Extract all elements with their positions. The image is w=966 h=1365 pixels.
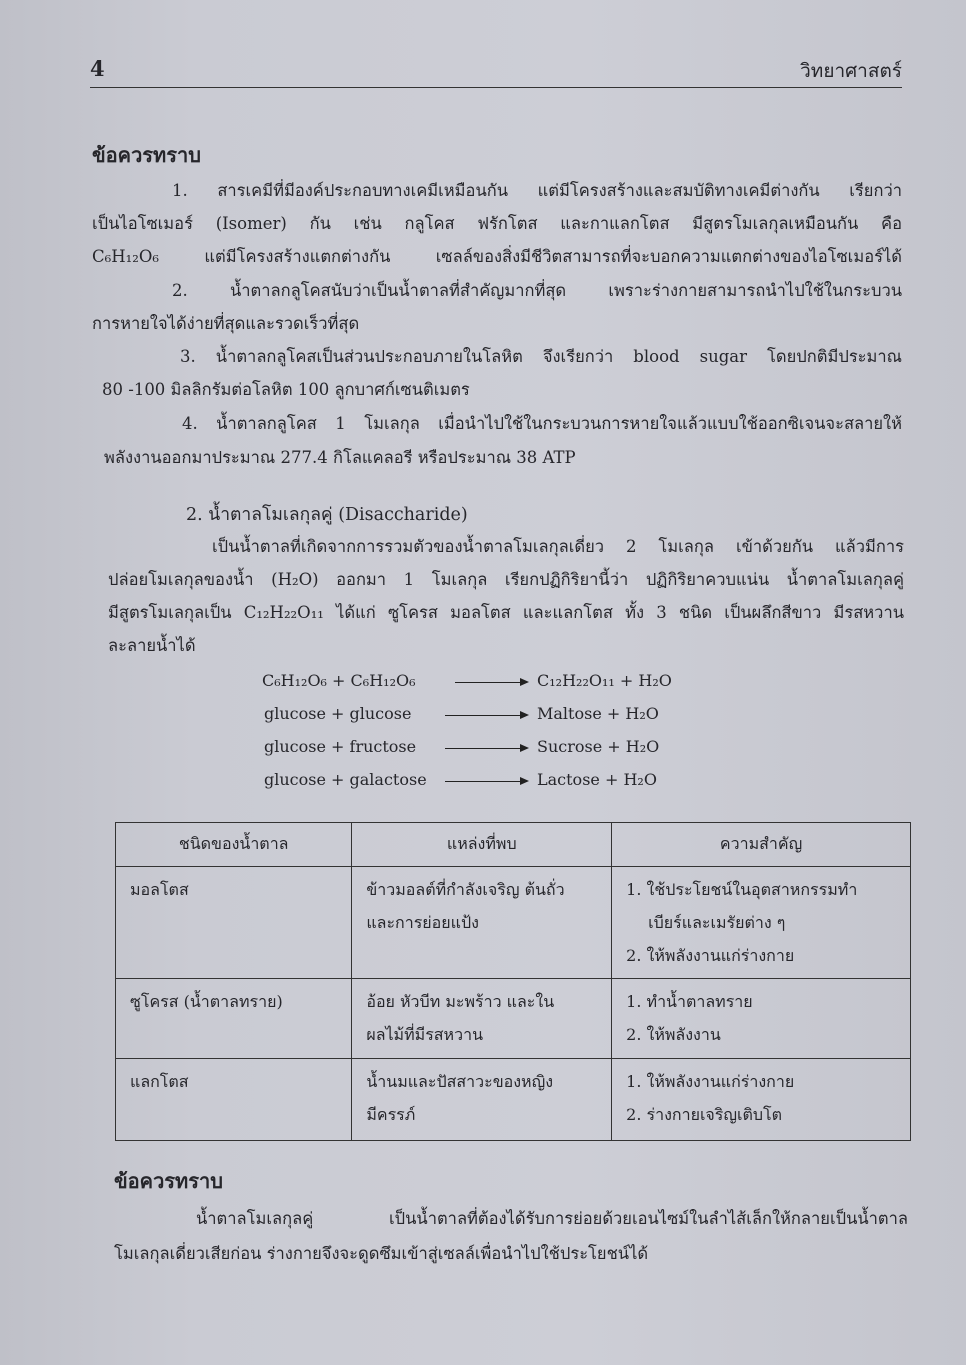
paragraph-line: 3. น้ำตาลกลูโคสเป็นส่วนประกอบภายในโลหิต จึงเรียกว่า blood sugar โดยปกติมีประมาณ <box>180 347 902 366</box>
paragraph-line: ละลายน้ำได้ <box>108 636 196 655</box>
equation-left: glucose + glucose <box>264 704 412 723</box>
importance-line: 2. ให้พลังงาน <box>626 1025 721 1044</box>
paragraph-line: โมเลกุลเดี่ยวเสียก่อน ร่างกายจึงจะดูดซึมเข้าสู่เซลล์เพื่อนำไปใช้ประโยชน์ได้ <box>114 1244 649 1263</box>
paragraph-line: C₆H₁₂O₆ แต่มีโครงสร้างแตกต่างกัน เซลล์ของสิ่งมีชีวิตสามารถที่จะบอกความแตกต่างของไอโซเมอร์ได้ <box>92 247 902 266</box>
paragraph-line: พลังงานออกมาประมาณ 277.4 กิโลแคลอรี หรือประมาณ 38 ATP <box>104 448 576 467</box>
disaccharide-table <box>115 822 911 1141</box>
arrow-icon <box>455 682 527 683</box>
page-number: 4 <box>90 56 105 81</box>
column-header: ชนิดของน้ำตาล <box>116 823 352 867</box>
sugar-type: ซูโครส (น้ำตาลทราย) <box>116 979 352 1059</box>
running-header: วิทยาศาสตร์ <box>800 60 902 82</box>
section-heading: ข้อควรทราบ <box>114 1169 223 1193</box>
source-line: และการย่อยแป้ง <box>366 913 479 932</box>
arrow-icon <box>445 781 527 782</box>
equation-right: Maltose + H₂O <box>537 704 659 723</box>
equation-right: Lactose + H₂O <box>537 770 657 789</box>
paragraph-line: น้ำตาลโมเลกุลคู่ เป็นน้ำตาลที่ต้องได้รับการย่อยด้วยเอนไซม์ในลำไส้เล็กให้กลายเป็นน้ำตาล <box>196 1209 908 1228</box>
paragraph-line: 2. น้ำตาลกลูโคสนับว่าเป็นน้ำตาลที่สำคัญมากที่สุด เพราะร่างกายสามารถนำไปใช้ในกระบวน <box>172 281 902 300</box>
paragraph-line: มีสูตรโมเลกุลเป็น C₁₂H₂₂O₁₁ ได้แก่ ซูโครส มอลโตส และแลกโตส ทั้ง 3 ชนิด เป็นผลึกสีขาว มีรสหวาน <box>108 603 904 622</box>
table-row <box>116 867 911 979</box>
section-heading: 2. น้ำตาลโมเลกุลคู่ (Disaccharide) <box>186 505 468 525</box>
source-line: อ้อย หัวบีท มะพร้าว และใน <box>366 992 555 1011</box>
sugar-type: มอลโตส <box>116 867 352 979</box>
paragraph-line: 4. น้ำตาลกลูโคส 1 โมเลกุล เมื่อนำไปใช้ในกระบวนการหายใจแล้วแบบใช้ออกซิเจนจะสลายให้ <box>182 414 902 433</box>
arrow-icon <box>445 715 527 716</box>
importance-line: 2. ร่างกายเจริญเติบโต <box>626 1105 783 1124</box>
source-line: ผลไม้ที่มีรสหวาน <box>366 1025 484 1044</box>
paragraph-line: เป็นไอโซเมอร์ (Isomer) กัน เช่น กลูโคส ฟรักโตส และกาแลกโตส มีสูตรโมเลกุลเหมือนกัน คือ <box>92 214 902 233</box>
equation-left: glucose + fructose <box>264 737 417 756</box>
equation-left: glucose + galactose <box>264 770 427 789</box>
equation-right: Sucrose + H₂O <box>537 737 660 756</box>
equation-right: C₁₂H₂₂O₁₁ + H₂O <box>537 671 672 690</box>
importance-line: 2. ให้พลังงานแก่ร่างกาย <box>626 946 795 965</box>
importance-line: เบียร์และเมรัยต่าง ๆ <box>648 913 786 932</box>
importance-line: 1. ให้พลังงานแก่ร่างกาย <box>626 1072 795 1091</box>
table-row <box>116 1059 911 1141</box>
column-header: แหล่งที่พบ <box>352 823 612 867</box>
column-header: ความสำคัญ <box>612 823 911 867</box>
paragraph-line: การหายใจได้ง่ายที่สุดและรวดเร็วที่สุด <box>92 314 360 333</box>
table-header-row <box>116 823 911 867</box>
importance-line: 1. ใช้ประโยชน์ในอุตสาหกรรมทำ <box>626 880 858 899</box>
header-rule <box>90 87 902 88</box>
table-row <box>116 979 911 1059</box>
paragraph-line: 80 -100 มิลลิกรัมต่อโลหิต 100 ลูกบาศก์เซนติเมตร <box>102 380 470 399</box>
arrow-icon <box>445 748 527 749</box>
section-heading: ข้อควรทราบ <box>92 143 201 167</box>
source-line: ข้าวมอลต์ที่กำลังเจริญ ต้นถั่ว <box>366 880 565 899</box>
importance-line: 1. ทำน้ำตาลทราย <box>626 992 753 1011</box>
source-line: มีครรภ์ <box>366 1105 416 1124</box>
source-line: น้ำนมและปัสสาวะของหญิง <box>366 1072 554 1091</box>
sugar-type: แลกโตส <box>116 1059 352 1141</box>
paragraph-line: ปล่อยโมเลกุลของน้ำ (H₂O) ออกมา 1 โมเลกุล เรียกปฏิกิริยานี้ว่า ปฏิกิริยาควบแน่น น้ำตาลโมเลกุลคู่ <box>108 570 904 589</box>
paragraph-line: เป็นน้ำตาลที่เกิดจากการรวมตัวของน้ำตาลโมเลกุลเดี่ยว 2 โมเลกุล เข้าด้วยกัน แล้วมีการ <box>212 537 904 556</box>
equation-left: C₆H₁₂O₆ + C₆H₁₂O₆ <box>262 671 416 690</box>
paragraph-line: 1. สารเคมีที่มีองค์ประกอบทางเคมีเหมือนกัน แต่มีโครงสร้างและสมบัติทางเคมีต่างกัน เรียกว่า <box>172 181 902 200</box>
